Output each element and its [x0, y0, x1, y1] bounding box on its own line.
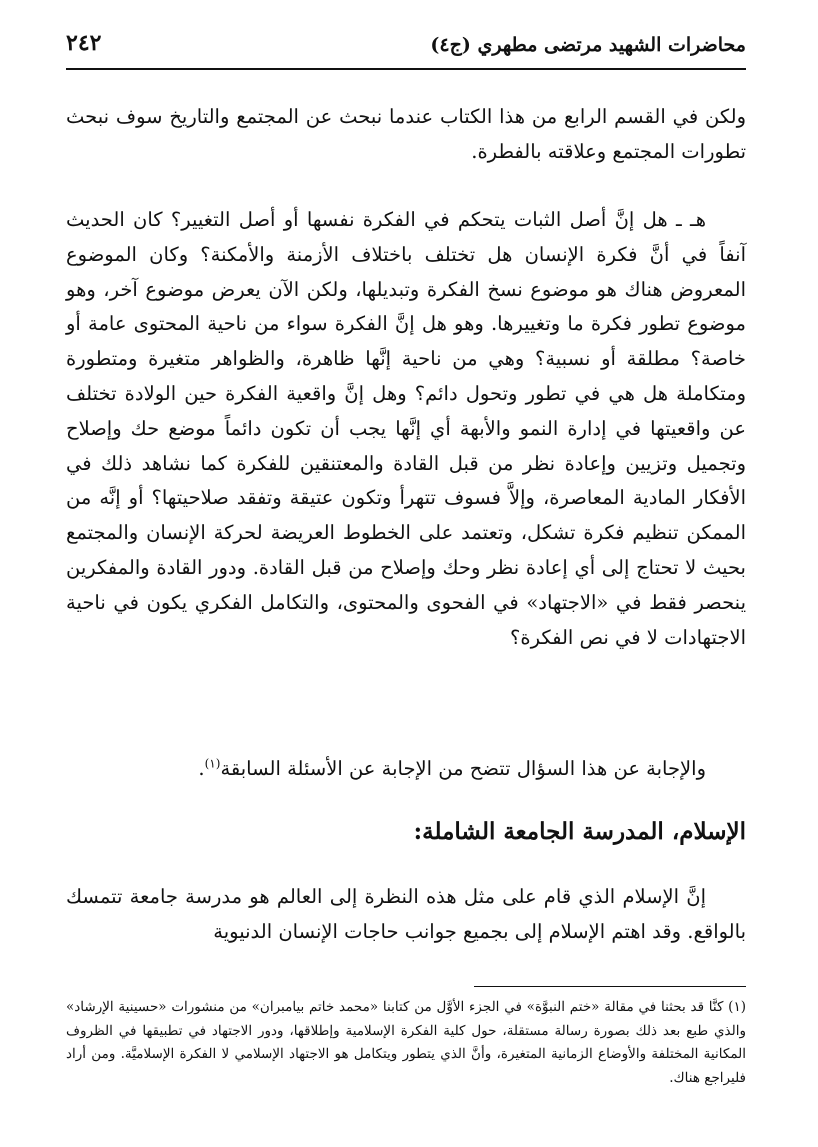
footnote-divider: [474, 986, 746, 987]
page-number: ٢٤٢: [66, 30, 102, 56]
footnote: (١) كنَّا قد بحثنا في مقالة «ختم النبوَّة» في الجزء الأوَّل من كتابنا «محمد خاتم بيامبران» من منشورات «حسينية الإرشاد» والذي طبع بعد ذلك بصورة رسالة مستقلة، حول كلية الفكرة الإسلامية وإطلاقها، ودور الاجتهاد في تطبيقها في الظروف المكانية المختلفة والأوضاع الزمانية المتغيرة، وأنَّ الذي يتطور ويتكامل هو الاجتهاد الإسلامي لا الفكرة الإسلاميَّة. ومن أراد فليراجع هناك.: [66, 999, 746, 1086]
paragraph-4: إنَّ الإسلام الذي قام على مثل هذه النظرة إلى العالم هو مدرسة جامعة تتمسك بالواقع. وقد اهتم الإسلام إلى بجميع جوانب حاجات الإنسان الدنيوية: [66, 885, 746, 943]
paragraph-2: هـ ـ هل إنَّ أصل الثبات يتحكم في الفكرة نفسها أو أصل التغيير؟ كان الحديث آنفاً في أنَّ فكرة الإنسان هل تختلف باختلاف الأزمنة والأمكنة؟ وكان الموضوع المعروض هناك هو موضوع نسخ الفكرة وتبديلها، ولكن الآن يعرض موضوع آخر، وهو موضوع تطور فكرة ما وتغييرها. وهو هل إنَّ الفكرة سواء من ناحية المحتوى عامة أو خاصة؟ مطلقة أو نسبية؟ وهي من ناحية إنَّها ظاهرة، والظواهر متغيرة ومتطورة ومتكاملة هل هي في تطور وتحول دائم؟ وهل إنَّ واقعية الفكرة حين الولادة تختلف عن واقعيتها في إدارة النمو والأبهة أي إنَّها يجب أن تكون دائماً موضع حك وإصلاح وتجميل وتزيين وإعادة نظر من قبل القادة والمعتنقين للفكرة كما نشاهد ذلك في الأفكار المادية المعاصرة، وإلاَّ فسوف تتهرأ وتكون عتيقة وتفقد صلاحيتها؟ أو إنَّه من الممكن تنظيم فكرة تشكل، وتعتمد على الخطوط العريضة لحركة الإنسان والمجتمع بحيث لا تحتاج إلى أي إعادة نظر وحك وإصلاح من قبل القادة. ودور القادة والمفكرين ينحصر فقط في «الاجتهاد» في الفحوى والمحتوى، والتكامل الفكري يكون في ناحية الاجتهادات لا في نص الفكرة؟: [66, 208, 746, 649]
footnote-reference: (١): [204, 756, 221, 771]
section-heading: الإسلام، المدرسة الجامعة الشاملة:: [413, 818, 746, 845]
page-header: [66, 28, 746, 70]
paragraph-3-text: والإجابة عن هذا السؤال تتضح من الإجابة عن الأسئلة السابقة: [220, 757, 706, 780]
paragraph-3-end: .: [198, 757, 205, 780]
paragraph-3: [66, 752, 746, 787]
paragraph-1: ولكن في القسم الرابع من هذا الكتاب عندما نبحث عن المجتمع والتاريخ سوف نبحث تطورات المجتمع وعلاقته بالفطرة.: [66, 105, 746, 163]
running-title: محاضرات الشهيد مرتضى مطهري (ج٤): [430, 34, 746, 56]
